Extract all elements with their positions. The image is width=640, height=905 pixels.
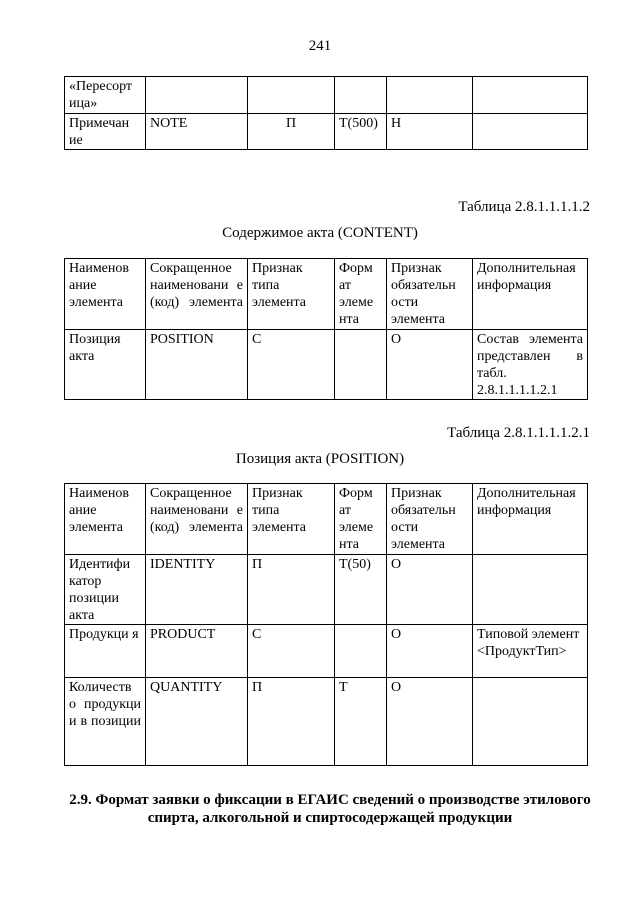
header-cell: Наименов ание элемента [65,259,146,330]
page-number: 241 [308,38,332,54]
table-cell: Идентифи катор позиции акта [65,555,146,625]
section-heading: 2.9. Формат заявки о фиксации в ЕГАИС сведений о производстве этилового спирта, алкогольной и спиртосодержащей продукции [69,792,591,826]
content-table [64,258,588,400]
table-cell [473,555,588,625]
table-cell: Т(500) [335,114,387,150]
table-cell: П [248,678,335,766]
table-cell: О [387,330,473,400]
table-cell: Т [335,678,387,766]
table-caption: Таблица 2.8.1.1.1.1.2.1 [447,425,590,441]
table-caption: Таблица 2.8.1.1.1.1.2 [458,199,590,215]
header-cell: Форм ат элеме нта [335,259,387,330]
table-cell: С [248,330,335,400]
table-cell: QUANTITY [146,678,248,766]
table-header-row [65,484,588,555]
table-row [65,330,588,400]
header-cell: Форм ат элеме нта [335,484,387,555]
table-cell: Типовой элемент <ПродуктТип> [473,625,588,678]
table-cell: «Пересорт ица» [65,77,146,114]
table-cell [473,678,588,766]
table-cell: Состав элемента представлен в табл. 2.8.1.1.1.1.2.1 [473,330,588,400]
header-cell: Признак типа элемента [248,484,335,555]
table-row [65,678,588,766]
table-row [65,114,588,150]
table-cell [335,330,387,400]
table-cell: Т(50) [335,555,387,625]
header-cell: Признак типа элемента [248,259,335,330]
table-cell: Н [387,114,473,150]
header-cell: Наименов ание элемента [65,484,146,555]
table-cell: Примечан ие [65,114,146,150]
table-cell [248,77,335,114]
header-cell: Сокращенное наименовани е (код) элемента [146,484,248,555]
table-cell: Продукци я [65,625,146,678]
position-table [64,483,588,766]
continuation-table [64,76,588,150]
table-cell [146,77,248,114]
header-cell: Сокращенное наименовани е (код) элемента [146,259,248,330]
table-row [65,625,588,678]
header-cell: Признак обязательн ости элемента [387,484,473,555]
table-cell: Количеств о продукци и в позиции [65,678,146,766]
table-cell: IDENTITY [146,555,248,625]
table-title: Содержимое акта (CONTENT) [222,225,418,241]
table-cell: PRODUCT [146,625,248,678]
table-cell: О [387,555,473,625]
table-cell: О [387,625,473,678]
table-cell [387,77,473,114]
table-cell: С [248,625,335,678]
table-cell: POSITION [146,330,248,400]
table-cell: П [248,555,335,625]
table-row [65,555,588,625]
table-cell: О [387,678,473,766]
table-header-row [65,259,588,330]
table-cell [335,625,387,678]
table-cell [473,77,588,114]
table-cell: NOTE [146,114,248,150]
header-cell: Дополнительная информация [473,484,588,555]
table-cell: П [248,114,335,150]
table-cell [335,77,387,114]
header-cell: Признак обязательн ости элемента [387,259,473,330]
table-row [65,77,588,114]
header-cell: Дополнительная информация [473,259,588,330]
table-cell: Позиция акта [65,330,146,400]
table-cell [473,114,588,150]
table-title: Позиция акта (POSITION) [235,451,405,467]
